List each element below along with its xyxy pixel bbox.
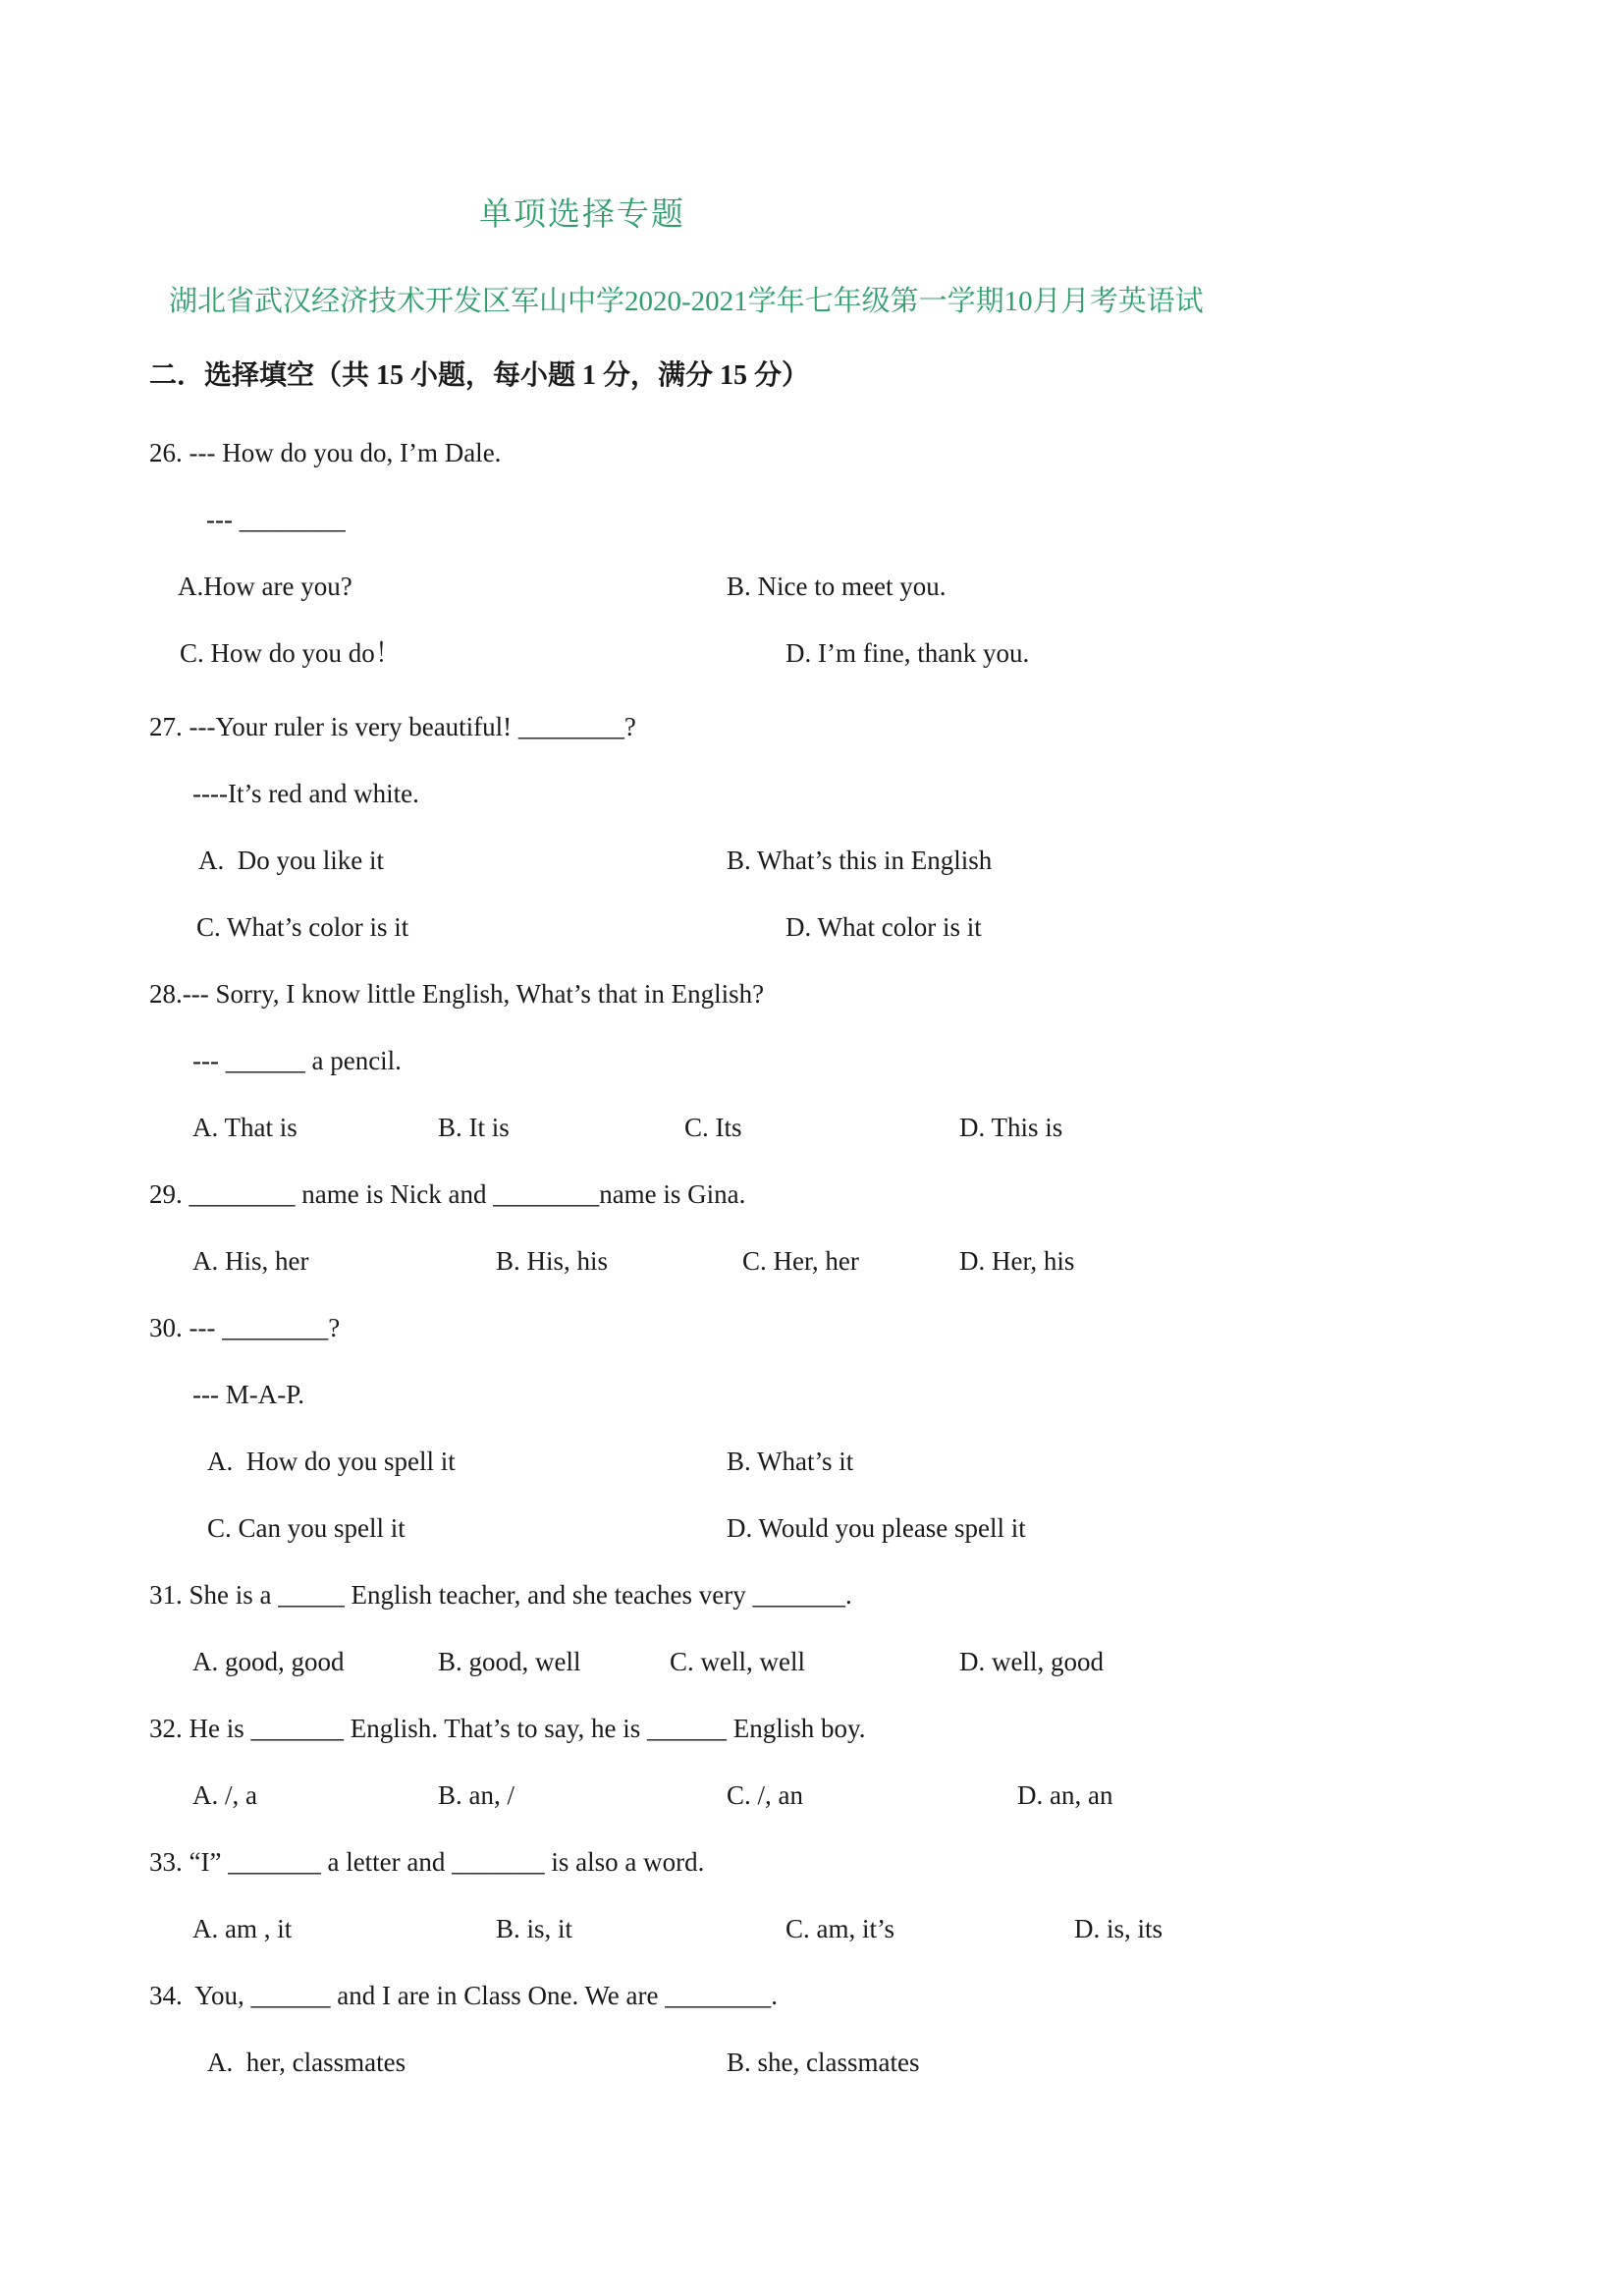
option-d: D. is, its bbox=[1074, 1914, 1164, 1943]
section-heading: 二．选择填空（共 15 小题，每小题 1 分，满分 15 分） bbox=[149, 360, 810, 391]
option-b: B. What’s it bbox=[727, 1447, 854, 1476]
option-a: A. That is bbox=[192, 1113, 298, 1142]
question-stem: 34. You, ______ and I are in Class One. We are ________. bbox=[149, 1981, 778, 2010]
exam-subtitle: 湖北省武汉经济技术开发区军山中学2020-2021学年七年级第一学期10月月考英语试 bbox=[169, 286, 1204, 317]
question-reply: --- ________ bbox=[206, 505, 346, 534]
option-a: A. am , it bbox=[192, 1914, 293, 1943]
option-c: C. What’s color is it bbox=[196, 912, 409, 942]
option-c: C. Its bbox=[684, 1113, 742, 1142]
option-a: A. His, her bbox=[192, 1246, 309, 1276]
option-b: B. good, well bbox=[438, 1647, 581, 1676]
option-d: D. Her, his bbox=[959, 1246, 1075, 1276]
option-c: C. /, an bbox=[727, 1780, 803, 1810]
option-d: D. an, an bbox=[1017, 1780, 1113, 1810]
question-stem: 29. ________ name is Nick and ________name is Gina. bbox=[149, 1179, 746, 1209]
option-a: A. good, good bbox=[192, 1647, 345, 1676]
question-stem: 31. She is a _____ English teacher, and she teaches very _______. bbox=[149, 1580, 852, 1610]
option-a: A.How are you? bbox=[178, 572, 352, 601]
question-reply: --- ______ a pencil. bbox=[192, 1046, 402, 1075]
option-a: A. her, classmates bbox=[207, 2048, 406, 2077]
option-c: C. well, well bbox=[670, 1647, 805, 1676]
option-b: B. His, his bbox=[496, 1246, 609, 1276]
option-c: C. Her, her bbox=[742, 1246, 859, 1276]
option-c: C. Can you spell it bbox=[207, 1513, 406, 1543]
question-stem: 33. “I” _______ a letter and _______ is also a word. bbox=[149, 1847, 705, 1877]
option-d: D. well, good bbox=[959, 1647, 1104, 1676]
question-stem: 30. --- ________? bbox=[149, 1313, 341, 1342]
question-reply: --- M-A-P. bbox=[192, 1380, 304, 1409]
option-b: B. an, / bbox=[438, 1780, 514, 1810]
page-title: 单项选择专题 bbox=[479, 197, 685, 233]
option-a: A. Do you like it bbox=[198, 846, 384, 875]
option-c: C. am, it’s bbox=[785, 1914, 895, 1943]
option-b: B. she, classmates bbox=[727, 2048, 920, 2077]
option-d: D. I’m fine, thank you. bbox=[785, 638, 1030, 668]
option-d: D. This is bbox=[959, 1113, 1063, 1142]
option-b: B. is, it bbox=[496, 1914, 573, 1943]
option-a: A. How do you spell it bbox=[207, 1447, 456, 1476]
option-a: A. /, a bbox=[192, 1780, 257, 1810]
question-stem: 27. ---Your ruler is very beautiful! ________? bbox=[149, 712, 636, 741]
option-b: B. Nice to meet you. bbox=[727, 572, 947, 601]
option-d: D. What color is it bbox=[785, 912, 982, 942]
option-b: B. What’s this in English bbox=[727, 846, 993, 875]
option-d: D. Would you please spell it bbox=[727, 1513, 1026, 1543]
option-b: B. It is bbox=[438, 1113, 510, 1142]
question-stem: 26. --- How do you do, I’m Dale. bbox=[149, 438, 502, 467]
question-reply: ----It’s red and white. bbox=[192, 779, 419, 808]
question-stem: 28.--- Sorry, I know little English, What’s that in English? bbox=[149, 979, 765, 1009]
option-c: C. How do you do！ bbox=[180, 638, 402, 668]
question-stem: 32. He is _______ English. That’s to say, he is ______ English boy. bbox=[149, 1714, 866, 1743]
